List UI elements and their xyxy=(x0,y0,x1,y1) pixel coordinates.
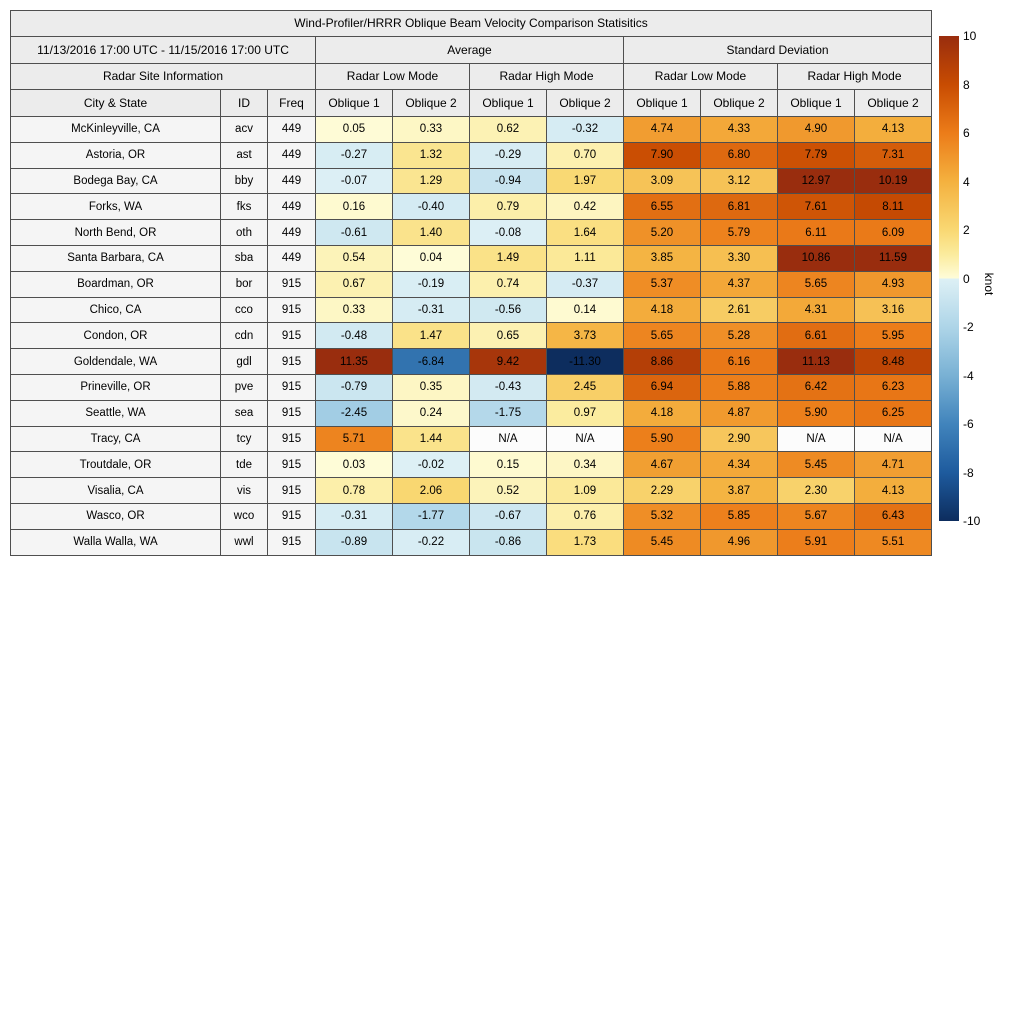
value-cell: 5.95 xyxy=(855,323,932,349)
value-cell: 0.62 xyxy=(470,117,547,143)
value-cell: 0.33 xyxy=(316,297,393,323)
value-cell: 4.67 xyxy=(624,452,701,478)
table-row xyxy=(11,117,932,143)
value-cell: 6.42 xyxy=(778,374,855,400)
value-cell: 6.61 xyxy=(778,323,855,349)
table-row xyxy=(11,503,932,529)
freq-cell: 915 xyxy=(268,400,316,426)
value-cell: 1.64 xyxy=(547,220,624,246)
table-row xyxy=(11,349,932,375)
table-body xyxy=(11,117,932,556)
value-cell: -0.37 xyxy=(547,271,624,297)
value-cell: 4.18 xyxy=(624,400,701,426)
value-cell: 12.97 xyxy=(778,168,855,194)
value-cell: 5.90 xyxy=(624,426,701,452)
value-cell: 0.15 xyxy=(470,452,547,478)
value-cell: -0.29 xyxy=(470,142,547,168)
colorbar-tick-label: -10 xyxy=(963,514,981,528)
value-cell: 0.76 xyxy=(547,503,624,529)
col-header-oblique1: Oblique 1 xyxy=(624,90,701,117)
city-cell: Seattle, WA xyxy=(11,400,221,426)
city-cell: Prineville, OR xyxy=(11,374,221,400)
value-cell: -0.43 xyxy=(470,374,547,400)
value-cell: -0.40 xyxy=(393,194,470,220)
table-row xyxy=(11,245,932,271)
city-cell: Visalia, CA xyxy=(11,478,221,504)
value-cell: 2.45 xyxy=(547,374,624,400)
value-cell: -0.19 xyxy=(393,271,470,297)
colorbar-unit-label: knot xyxy=(982,272,996,296)
id-cell: sba xyxy=(221,245,268,271)
col-header-id: ID xyxy=(221,90,268,117)
value-cell: 0.04 xyxy=(393,245,470,271)
value-cell: 4.74 xyxy=(624,117,701,143)
value-cell: 5.91 xyxy=(778,529,855,555)
value-cell: 1.11 xyxy=(547,245,624,271)
value-cell: 4.33 xyxy=(701,117,778,143)
value-cell: 5.28 xyxy=(701,323,778,349)
freq-cell: 915 xyxy=(268,323,316,349)
value-cell: 4.87 xyxy=(701,400,778,426)
table-row xyxy=(11,478,932,504)
value-cell: 8.48 xyxy=(855,349,932,375)
value-cell: 1.40 xyxy=(393,220,470,246)
value-cell: -2.45 xyxy=(316,400,393,426)
value-cell: 2.06 xyxy=(393,478,470,504)
colorbar-tick-label: 4 xyxy=(963,174,970,189)
value-cell: 0.03 xyxy=(316,452,393,478)
value-cell: 11.13 xyxy=(778,349,855,375)
value-cell: 2.29 xyxy=(624,478,701,504)
col-header-oblique1: Oblique 1 xyxy=(316,90,393,117)
id-cell: cco xyxy=(221,297,268,323)
colorbar-tick-label: 2 xyxy=(963,223,970,237)
value-cell: 6.55 xyxy=(624,194,701,220)
value-cell: -0.08 xyxy=(470,220,547,246)
table-row xyxy=(11,220,932,246)
id-cell: fks xyxy=(221,194,268,220)
id-cell: ast xyxy=(221,142,268,168)
col-header-oblique2: Oblique 2 xyxy=(855,90,932,117)
value-cell: 4.18 xyxy=(624,297,701,323)
id-cell: oth xyxy=(221,220,268,246)
value-cell: 1.49 xyxy=(470,245,547,271)
value-cell: 0.97 xyxy=(547,400,624,426)
value-cell: 7.61 xyxy=(778,194,855,220)
value-cell: 5.45 xyxy=(778,452,855,478)
value-cell: 0.33 xyxy=(393,117,470,143)
id-cell: acv xyxy=(221,117,268,143)
colorbar-gradient xyxy=(939,36,959,521)
value-cell: -11.30 xyxy=(547,349,624,375)
value-cell: 1.97 xyxy=(547,168,624,194)
value-cell: 5.32 xyxy=(624,503,701,529)
value-cell: 1.32 xyxy=(393,142,470,168)
city-cell: North Bend, OR xyxy=(11,220,221,246)
value-cell: 3.30 xyxy=(701,245,778,271)
value-cell: 6.25 xyxy=(855,400,932,426)
value-cell: 0.35 xyxy=(393,374,470,400)
value-cell: 3.85 xyxy=(624,245,701,271)
id-cell: pve xyxy=(221,374,268,400)
value-cell: -0.94 xyxy=(470,168,547,194)
value-cell: 5.45 xyxy=(624,529,701,555)
value-cell: N/A xyxy=(778,426,855,452)
col-header-oblique2: Oblique 2 xyxy=(701,90,778,117)
value-cell: -0.31 xyxy=(393,297,470,323)
value-cell: -1.77 xyxy=(393,503,470,529)
city-cell: Condon, OR xyxy=(11,323,221,349)
value-cell: 4.71 xyxy=(855,452,932,478)
value-cell: 0.65 xyxy=(470,323,547,349)
table-row xyxy=(11,400,932,426)
value-cell: 5.51 xyxy=(855,529,932,555)
value-cell: 0.16 xyxy=(316,194,393,220)
value-cell: -0.27 xyxy=(316,142,393,168)
col-header-freq: Freq xyxy=(268,90,316,117)
value-cell: 2.61 xyxy=(701,297,778,323)
value-cell: -0.67 xyxy=(470,503,547,529)
value-cell: 5.79 xyxy=(701,220,778,246)
table-row xyxy=(11,529,932,555)
value-cell: 3.73 xyxy=(547,323,624,349)
value-cell: -0.61 xyxy=(316,220,393,246)
value-cell: 4.13 xyxy=(855,117,932,143)
value-cell: 1.47 xyxy=(393,323,470,349)
column-header-row xyxy=(11,90,932,117)
mode-header-avg-high: Radar High Mode xyxy=(470,64,624,90)
colorbar-tick-label: -8 xyxy=(963,465,974,480)
value-cell: 4.34 xyxy=(701,452,778,478)
value-cell: 0.05 xyxy=(316,117,393,143)
value-cell: 5.65 xyxy=(624,323,701,349)
table-row xyxy=(11,323,932,349)
id-cell: gdl xyxy=(221,349,268,375)
value-cell: 5.65 xyxy=(778,271,855,297)
city-cell: McKinleyville, CA xyxy=(11,117,221,143)
id-cell: tcy xyxy=(221,426,268,452)
id-cell: sea xyxy=(221,400,268,426)
value-cell: 0.54 xyxy=(316,245,393,271)
value-cell: N/A xyxy=(855,426,932,452)
value-cell: 6.43 xyxy=(855,503,932,529)
value-cell: 6.09 xyxy=(855,220,932,246)
value-cell: 0.79 xyxy=(470,194,547,220)
id-cell: tde xyxy=(221,452,268,478)
value-cell: -6.84 xyxy=(393,349,470,375)
value-cell: 9.42 xyxy=(470,349,547,375)
value-cell: 0.52 xyxy=(470,478,547,504)
id-cell: cdn xyxy=(221,323,268,349)
value-cell: 7.79 xyxy=(778,142,855,168)
city-cell: Boardman, OR xyxy=(11,271,221,297)
value-cell: 0.14 xyxy=(547,297,624,323)
value-cell: 4.96 xyxy=(701,529,778,555)
value-cell: 0.70 xyxy=(547,142,624,168)
value-cell: 6.16 xyxy=(701,349,778,375)
city-cell: Goldendale, WA xyxy=(11,349,221,375)
colorbar-tick-label: -4 xyxy=(963,368,974,383)
city-cell: Tracy, CA xyxy=(11,426,221,452)
value-cell: 6.11 xyxy=(778,220,855,246)
value-cell: 0.42 xyxy=(547,194,624,220)
value-cell: -1.75 xyxy=(470,400,547,426)
value-cell: 3.09 xyxy=(624,168,701,194)
value-cell: 1.09 xyxy=(547,478,624,504)
value-cell: -0.22 xyxy=(393,529,470,555)
value-cell: 3.12 xyxy=(701,168,778,194)
value-cell: 0.78 xyxy=(316,478,393,504)
value-cell: 5.85 xyxy=(701,503,778,529)
table-row xyxy=(11,142,932,168)
value-cell: 4.13 xyxy=(855,478,932,504)
freq-cell: 449 xyxy=(268,220,316,246)
col-header-oblique1: Oblique 1 xyxy=(778,90,855,117)
id-cell: bby xyxy=(221,168,268,194)
freq-cell: 449 xyxy=(268,142,316,168)
colorbar-tick-label: 8 xyxy=(963,77,970,92)
value-cell: 0.74 xyxy=(470,271,547,297)
freq-cell: 915 xyxy=(268,529,316,555)
value-cell: -0.48 xyxy=(316,323,393,349)
id-cell: vis xyxy=(221,478,268,504)
mode-header-avg-low: Radar Low Mode xyxy=(316,64,470,90)
mode-header-row xyxy=(11,64,932,90)
value-cell: -0.56 xyxy=(470,297,547,323)
table-row xyxy=(11,271,932,297)
value-cell: -0.07 xyxy=(316,168,393,194)
col-header-oblique1: Oblique 1 xyxy=(470,90,547,117)
freq-cell: 915 xyxy=(268,503,316,529)
value-cell: 5.88 xyxy=(701,374,778,400)
value-cell: -0.31 xyxy=(316,503,393,529)
title-row xyxy=(11,11,932,37)
table-row xyxy=(11,168,932,194)
colorbar-tick-label: 0 xyxy=(963,271,970,286)
group-header-average: Average xyxy=(316,37,624,64)
table-row xyxy=(11,452,932,478)
col-header-oblique2: Oblique 2 xyxy=(393,90,470,117)
value-cell: 4.93 xyxy=(855,271,932,297)
table-row xyxy=(11,297,932,323)
colorbar-tick-label: 10 xyxy=(963,29,977,43)
freq-cell: 915 xyxy=(268,297,316,323)
value-cell: N/A xyxy=(470,426,547,452)
table-title: Wind-Profiler/HRRR Oblique Beam Velocity Comparison Statisitics xyxy=(11,11,932,37)
period-cell: 11/13/2016 17:00 UTC - 11/15/2016 17:00 UTC xyxy=(11,37,316,64)
value-cell: 11.35 xyxy=(316,349,393,375)
colorbar-tick-label: -6 xyxy=(963,417,974,431)
stats-table xyxy=(10,10,932,556)
value-cell: -0.86 xyxy=(470,529,547,555)
value-cell: 3.16 xyxy=(855,297,932,323)
value-cell: 7.31 xyxy=(855,142,932,168)
city-cell: Troutdale, OR xyxy=(11,452,221,478)
value-cell: 2.30 xyxy=(778,478,855,504)
col-header-city-state: City & State xyxy=(11,90,221,117)
id-cell: bor xyxy=(221,271,268,297)
value-cell: 6.80 xyxy=(701,142,778,168)
value-cell: 10.86 xyxy=(778,245,855,271)
group-header-row xyxy=(11,37,932,64)
city-cell: Chico, CA xyxy=(11,297,221,323)
value-cell: 7.90 xyxy=(624,142,701,168)
mode-header-std-low: Radar Low Mode xyxy=(624,64,778,90)
value-cell: 5.71 xyxy=(316,426,393,452)
value-cell: N/A xyxy=(547,426,624,452)
value-cell: 10.19 xyxy=(855,168,932,194)
freq-cell: 915 xyxy=(268,271,316,297)
value-cell: 5.20 xyxy=(624,220,701,246)
value-cell: 8.86 xyxy=(624,349,701,375)
mode-header-std-high: Radar High Mode xyxy=(778,64,932,90)
value-cell: -0.32 xyxy=(547,117,624,143)
colorbar-tick-label: 6 xyxy=(963,126,970,140)
value-cell: 1.29 xyxy=(393,168,470,194)
value-cell: 11.59 xyxy=(855,245,932,271)
city-cell: Astoria, OR xyxy=(11,142,221,168)
id-cell: wco xyxy=(221,503,268,529)
value-cell: 0.34 xyxy=(547,452,624,478)
value-cell: -0.79 xyxy=(316,374,393,400)
freq-cell: 449 xyxy=(268,168,316,194)
value-cell: 4.37 xyxy=(701,271,778,297)
value-cell: -0.89 xyxy=(316,529,393,555)
city-cell: Santa Barbara, CA xyxy=(11,245,221,271)
city-cell: Forks, WA xyxy=(11,194,221,220)
value-cell: 3.87 xyxy=(701,478,778,504)
value-cell: 6.81 xyxy=(701,194,778,220)
value-cell: 4.90 xyxy=(778,117,855,143)
table-row xyxy=(11,374,932,400)
freq-cell: 915 xyxy=(268,349,316,375)
colorbar-tick-label: -2 xyxy=(963,320,974,334)
value-cell: 0.24 xyxy=(393,400,470,426)
value-cell: -0.02 xyxy=(393,452,470,478)
value-cell: 2.90 xyxy=(701,426,778,452)
city-cell: Bodega Bay, CA xyxy=(11,168,221,194)
value-cell: 8.11 xyxy=(855,194,932,220)
value-cell: 4.31 xyxy=(778,297,855,323)
id-cell: wwl xyxy=(221,529,268,555)
table-row xyxy=(11,194,932,220)
freq-cell: 449 xyxy=(268,245,316,271)
col-header-oblique2: Oblique 2 xyxy=(547,90,624,117)
value-cell: 5.67 xyxy=(778,503,855,529)
value-cell: 0.67 xyxy=(316,271,393,297)
table-row xyxy=(11,426,932,452)
value-cell: 5.90 xyxy=(778,400,855,426)
freq-cell: 449 xyxy=(268,194,316,220)
value-cell: 5.37 xyxy=(624,271,701,297)
group-header-std-deviation: Standard Deviation xyxy=(624,37,932,64)
freq-cell: 449 xyxy=(268,117,316,143)
city-cell: Walla Walla, WA xyxy=(11,529,221,555)
freq-cell: 915 xyxy=(268,478,316,504)
site-info-header: Radar Site Information xyxy=(11,64,316,90)
value-cell: 6.23 xyxy=(855,374,932,400)
freq-cell: 915 xyxy=(268,374,316,400)
city-cell: Wasco, OR xyxy=(11,503,221,529)
freq-cell: 915 xyxy=(268,426,316,452)
freq-cell: 915 xyxy=(268,452,316,478)
value-cell: 1.44 xyxy=(393,426,470,452)
value-cell: 1.73 xyxy=(547,529,624,555)
value-cell: 6.94 xyxy=(624,374,701,400)
